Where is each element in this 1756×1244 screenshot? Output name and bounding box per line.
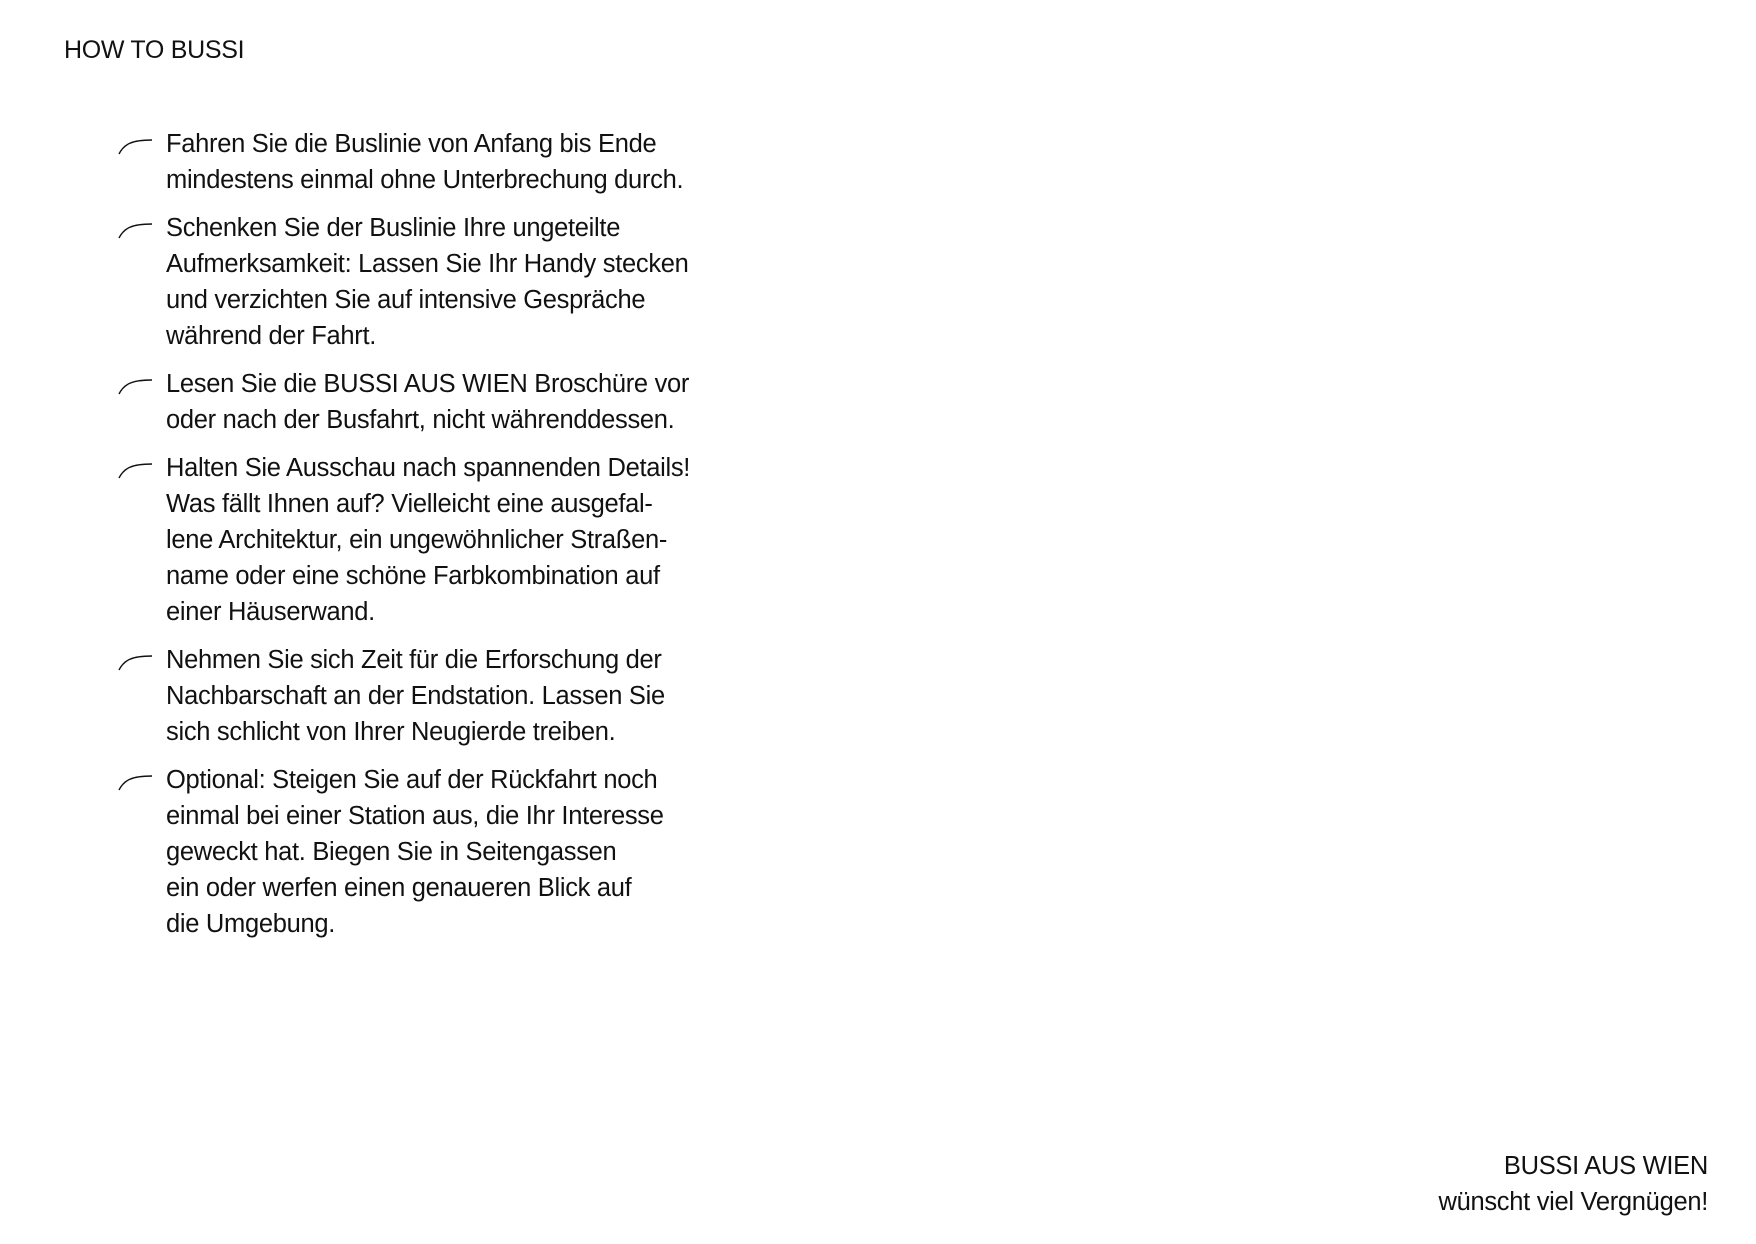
item-text: während der Fahrt. [166,322,377,350]
list-item [118,450,758,630]
curved-dash-icon [118,220,154,240]
item-text: oder nach der Busfahrt, nicht währenddessen. [166,406,675,434]
item-text: Halten Sie Ausschau nach spannenden Details! [166,454,691,482]
curved-dash-icon [118,460,154,480]
item-text: die Umgebung. [166,910,336,938]
curved-dash-icon [118,652,154,672]
item-text: ein oder werfen einen genaueren Blick auf [166,874,632,902]
list-item [118,210,758,354]
list-item [118,366,758,438]
list-item [118,126,758,198]
curved-dash-icon [118,772,154,792]
item-text: und verzichten Sie auf intensive Gespräche [166,286,646,314]
list-item [118,762,758,942]
item-text: Was fällt Ihnen auf? Vielleicht eine ausgefal- [166,490,653,518]
item-text: Lesen Sie die BUSSI AUS WIEN Broschüre vor [166,370,690,398]
item-text: lene Architektur, ein ungewöhnlicher Straßen- [166,526,668,554]
item-text: einer Häuserwand. [166,598,375,626]
item-text: Aufmerksamkeit: Lassen Sie Ihr Handy stecken [166,250,689,278]
item-text: Schenken Sie der Buslinie Ihre ungeteilte [166,214,621,242]
closing-note [1438,1148,1708,1220]
item-text: Optional: Steigen Sie auf der Rückfahrt noch [166,766,658,794]
closing-message: wünscht viel Vergnügen! [1438,1188,1708,1216]
item-text: name oder eine schöne Farbkombination auf [166,562,660,590]
list-item [118,642,758,750]
item-text: Nachbarschaft an der Endstation. Lassen Sie [166,682,665,710]
item-text: Nehmen Sie sich Zeit für die Erforschung der [166,646,662,674]
instruction-list [118,126,758,954]
page-title: HOW TO BUSSI [64,36,245,64]
brand-name: BUSSI AUS WIEN [1503,1152,1708,1180]
curved-dash-icon [118,136,154,156]
item-text: Fahren Sie die Buslinie von Anfang bis Ende [166,130,657,158]
item-text: sich schlicht von Ihrer Neugierde treiben. [166,718,616,746]
item-text: geweckt hat. Biegen Sie in Seitengassen [166,838,617,866]
item-text: einmal bei einer Station aus, die Ihr Interesse [166,802,664,830]
item-text: mindestens einmal ohne Unterbrechung durch. [166,166,684,194]
curved-dash-icon [118,376,154,396]
